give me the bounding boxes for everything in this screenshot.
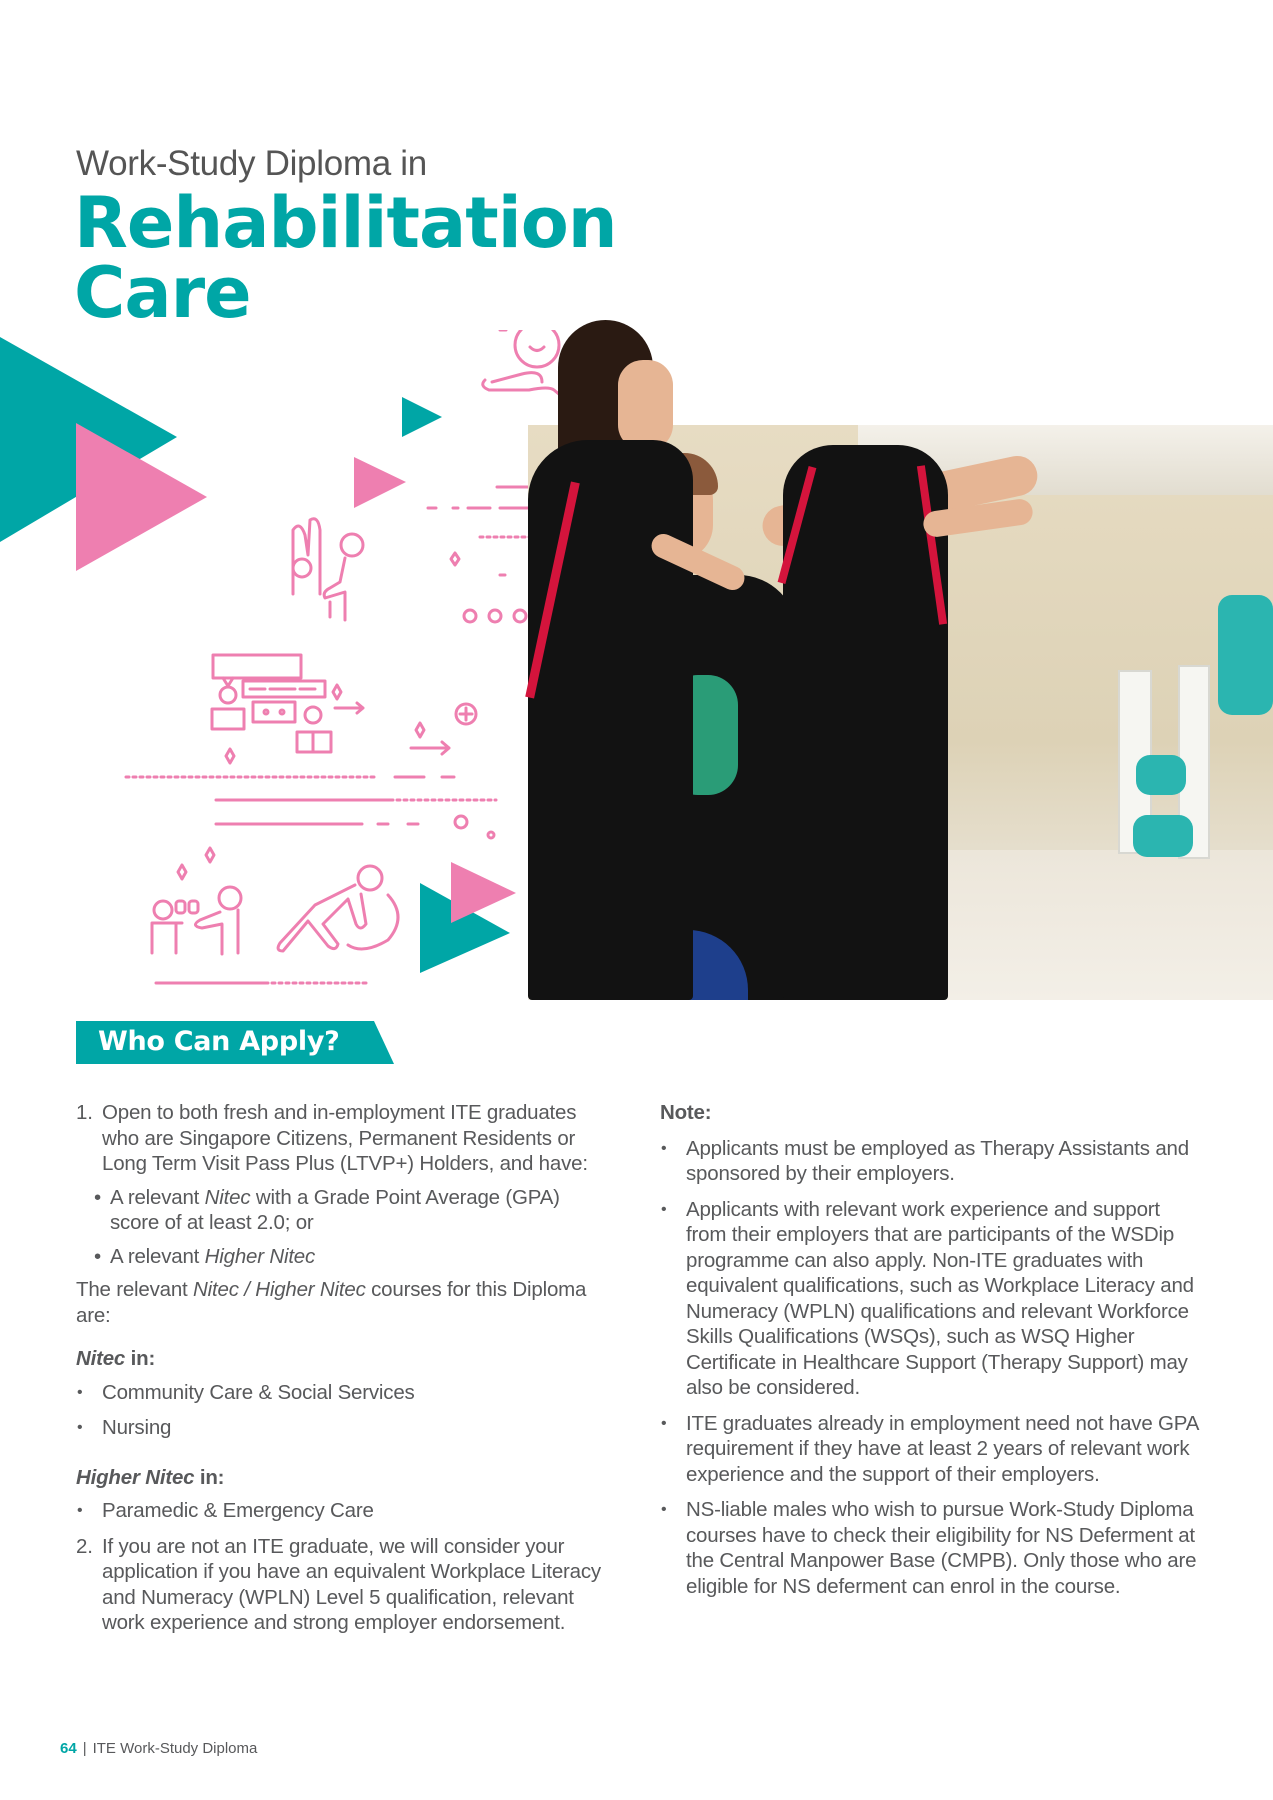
page-subtitle: Work-Study Diploma in: [76, 144, 427, 183]
sparkle-icon: [206, 848, 214, 862]
emphasis: Higher Nitec: [204, 1244, 316, 1268]
teal-triangle-small: [402, 397, 442, 437]
therapist-left: [528, 320, 728, 1000]
course-name: Community Care & Social Services: [102, 1380, 415, 1404]
circle-dot: [489, 610, 501, 622]
note-text: Applicants must be employed as Therapy Assistants and sponsored by their employers.: [686, 1136, 1189, 1185]
text: in:: [125, 1347, 156, 1370]
bullet: •: [77, 1383, 83, 1401]
item-text: If you are not an ITE graduate, we will consider your application if you have an equivalent Workplace Literacy and Numeracy (WPLN) Level 5 qualification, relevant work experience and strong employer endorsement.: [102, 1534, 601, 1634]
bullet: •: [77, 1419, 83, 1436]
section-heading: Who Can Apply?: [98, 1026, 340, 1057]
consultation-people-icon: [212, 655, 331, 752]
title-line-2: Care: [74, 252, 251, 334]
therapist-left-face: [618, 360, 673, 450]
therapist-patient-icon: [152, 887, 241, 954]
pink-triangle-bottom: [451, 862, 516, 923]
sparkle-icon: [226, 749, 234, 763]
bullet: •: [94, 1185, 101, 1209]
therapist-left-body: [528, 440, 693, 1000]
arrow-right-icon: [335, 703, 363, 713]
text: in:: [194, 1465, 225, 1489]
sparkle-icon: [451, 553, 459, 565]
courses-intro: [76, 1277, 606, 1328]
nitec-heading: [76, 1346, 606, 1372]
note-item: [660, 1136, 1200, 1187]
note-item: [660, 1411, 1200, 1488]
text: courses for this Diploma are:: [76, 1278, 587, 1327]
eligibility-item-2: [76, 1534, 606, 1636]
course-name: Nursing: [102, 1416, 172, 1439]
higher-nitec-heading: [76, 1465, 606, 1491]
sparkle-icon: [416, 723, 424, 737]
circle-dot: [464, 610, 476, 622]
note-item: [660, 1197, 1200, 1401]
item-number: 2.: [76, 1534, 93, 1558]
emphasis: Higher Nitec: [76, 1465, 195, 1489]
exercise-equipment: [1133, 815, 1193, 857]
eligibility-left-column: [76, 1100, 606, 1644]
bullet: •: [94, 1244, 101, 1268]
arrow-right-icon: [411, 742, 449, 754]
page-footer: [60, 1740, 257, 1757]
sparkle-icon: [178, 865, 186, 879]
note-text: Applicants with relevant work experience and support from their employers that are participants of the WSDip programme can also apply. Non-ITE graduates with equivalent qualifications, such as Workplace Literacy and Numeracy (WPLN) qualifications and relevant Workforce Skills Qualifications (WSQs), such as WSQ Higher Certificate in Healthcare Support (Therapy Support) may also be considered.: [686, 1197, 1194, 1399]
bullet: •: [77, 1502, 83, 1519]
text: The relevant: [76, 1278, 194, 1301]
person-exercise-ball-icon: [278, 866, 398, 951]
bullet: •: [661, 1414, 667, 1432]
text: with a Grade Point Average (GPA) score of at least 2.0; or: [110, 1185, 560, 1234]
note-text: NS-liable males who wish to pursue Work-Study Diploma courses have to check their eligibility for NS Deferment at the Central Manpower Base (CMPB). Only those who are eligible for NS deferment can enrol in the course.: [686, 1498, 1197, 1598]
course-name: Paramedic & Emergency Care: [102, 1499, 374, 1522]
note-heading: Note:: [660, 1101, 712, 1124]
page-number: 64: [60, 1740, 77, 1757]
circle-dot: [514, 610, 526, 622]
nitec-course: [76, 1415, 606, 1441]
title-line-1: Rehabilitation: [74, 182, 617, 264]
sub-criterion-nitec: [94, 1185, 606, 1236]
sub-criterion-higher-nitec: [94, 1244, 606, 1270]
text: A relevant: [110, 1244, 205, 1268]
text: A relevant: [110, 1185, 205, 1209]
sparkle-icon: [333, 685, 341, 699]
pink-triangle-small: [354, 457, 406, 508]
emphasis: Nitec: [76, 1347, 126, 1370]
footer-separator: |: [82, 1740, 87, 1757]
page-title: [74, 182, 617, 334]
exercise-equipment: [1218, 595, 1273, 715]
publication-name: ITE Work-Study Diploma: [92, 1740, 258, 1757]
nitec-course: [76, 1380, 606, 1406]
bullet: •: [661, 1139, 667, 1157]
eligibility-item-1: [76, 1100, 606, 1177]
bullet: •: [661, 1200, 667, 1218]
note-item: [660, 1497, 1200, 1599]
item-text: Open to both fresh and in-employment ITE graduates who are Singapore Citizens, Permanent Residents or Long Term Visit Pass Plus (LTVP+) Holders, and have:: [102, 1101, 588, 1175]
decorative-illustrations: [0, 330, 620, 1000]
hands-stretch-icon: [293, 519, 363, 620]
emphasis: Nitec: [204, 1185, 251, 1209]
note-text: ITE graduates already in employment need not have GPA requirement if they have at least 2 years of relevant work experience and the support of their employers.: [686, 1411, 1199, 1486]
higher-nitec-course: [76, 1498, 606, 1524]
notes-right-column: [660, 1100, 1200, 1609]
item-number: 1.: [76, 1101, 93, 1124]
bullet: •: [661, 1501, 667, 1518]
plus-circle-icon: [456, 704, 476, 724]
emphasis: Nitec / Higher Nitec: [193, 1278, 366, 1301]
exercise-equipment: [1136, 755, 1186, 795]
